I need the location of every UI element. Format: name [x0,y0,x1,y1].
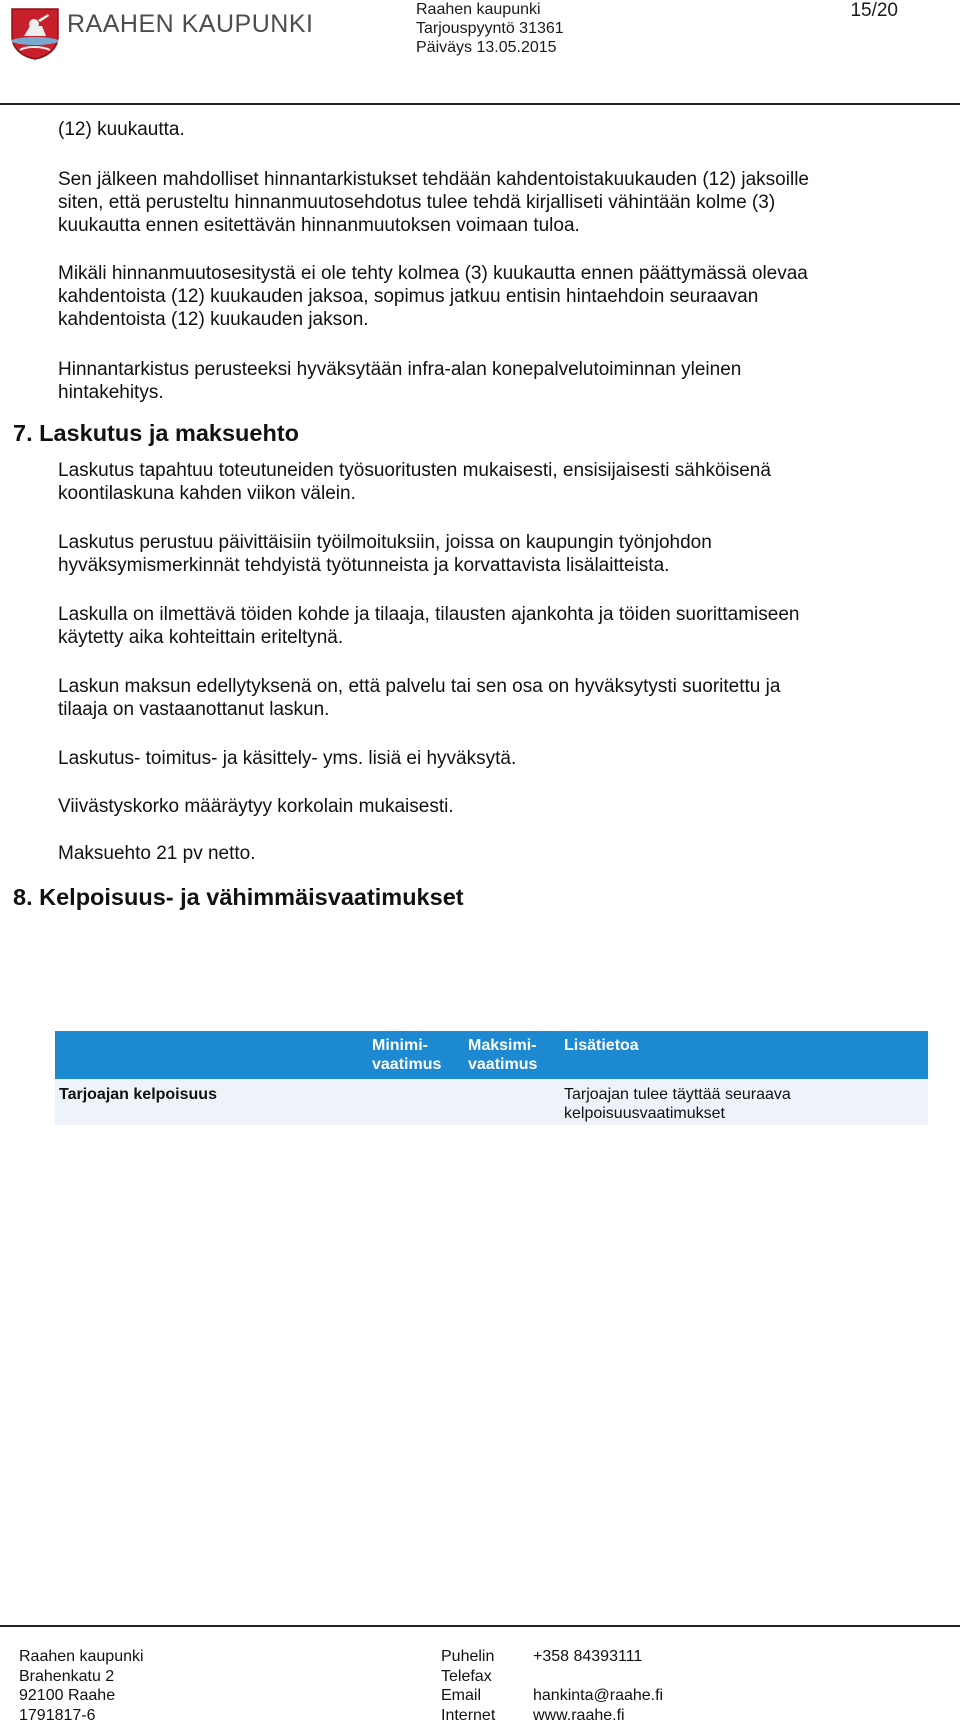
paragraph-no-proposal [58,262,928,331]
table-header-row [55,1031,928,1079]
text-line: koontilaskuna kahden viikon välein. [58,483,356,504]
text-line: tilaaja on vastaanottanut laskun. [58,699,330,720]
footer-contact-values [533,1647,663,1725]
paragraph-price-review [58,168,928,237]
footer-contact-labels [441,1647,495,1725]
text-line: Laskulla on ilmettävä töiden kohde ja tilaaja, tilausten ajankohta ja töiden suorittamiseen [58,604,800,625]
section-heading-qualifications: 8. Kelpoisuus- ja vähimmäisvaatimukset [13,884,464,910]
row-label-qualification: Tarjoajan kelpoisuus [59,1086,217,1103]
footer-web[interactable]: www.raahe.fi [533,1706,625,1724]
header-line: vaatimus [372,1056,442,1073]
info-line: kelpoisuusvaatimukset [564,1105,725,1122]
header-line: Maksimi- [468,1037,537,1054]
logo-wordmark: RAAHEN KAUPUNKI [67,10,314,38]
footer-org: Raahen kaupunki [19,1648,144,1665]
header-line: Minimi- [372,1037,428,1054]
paragraph-continuation [58,118,928,141]
header-line: vaatimus [468,1056,538,1073]
column-header-minimum [372,1036,441,1074]
text-line: käytetty aika kohteittain eriteltynä. [58,627,344,648]
meta-organization: Raahen kaupunki [416,1,541,18]
text-line: kuukautta ennen esitettävän hinnanmuutoksen voimaan tuloa. [58,215,580,236]
coat-of-arms-icon [8,6,64,60]
paragraph-no-surcharges [58,747,928,770]
footer-phone-label: Puhelin [441,1648,495,1665]
footer-email[interactable]: hankinta@raahe.fi [533,1687,664,1704]
paragraph-invoice-contents [58,603,928,649]
text-line: (12) kuukautta. [58,119,185,140]
footer-business-id: 1791817-6 [19,1706,96,1724]
text-line: kahdentoista (12) kuukauden jaksoa, sopimus jatkuu entisin hintaehdoin seuraavan [58,286,759,307]
footer-divider [0,1625,960,1627]
text-line: Laskun maksun edellytyksenä on, että palvelu tai sen osa on hyväksytysti suoritettu ja [58,676,781,697]
document-meta [416,0,564,57]
text-line: Laskutus perustuu päivittäisiin työilmoituksiin, joissa on kaupungin työnjohdon [58,532,712,553]
paragraph-invoicing [58,459,928,505]
footer-postal: 92100 Raahe [19,1687,116,1704]
text-line: hyväksymismerkinnät tehdyistä työtunneista ja korvattavista lisälaitteista. [58,555,670,576]
text-line: kahdentoista (12) kuukauden jakson. [58,309,369,330]
text-line: Hinnantarkistus perusteeksi hyväksytään infra-alan konepalvelutoiminnan yleinen [58,359,742,380]
footer-street: Brahenkatu 2 [19,1667,115,1685]
paragraph-late-interest [58,795,928,818]
footer-address [19,1647,144,1725]
section-heading-invoicing: 7. Laskutus ja maksuehto [13,420,300,446]
text-line: hintakehitys. [58,382,164,403]
info-line: Tarjoajan tulee täyttää seuraava [564,1086,791,1103]
paragraph-payment-term [58,842,928,865]
footer-web-label: Internet [441,1706,496,1724]
header-divider [0,103,960,105]
table-row [55,1079,928,1125]
meta-reference: Tarjouspyyntö 31361 [416,20,564,37]
footer-phone: +358 84393111 [533,1648,643,1665]
text-line: Maksuehto 21 pv netto. [58,843,256,864]
column-header-maximum [468,1036,537,1074]
paragraph-review-basis [58,358,928,404]
text-line: Laskutus- toimitus- ja käsittely- yms. lisiä ei hyväksytä. [58,748,517,769]
footer-fax-label: Telefax [441,1667,492,1685]
text-line: Mikäli hinnanmuutosesitystä ei ole tehty kolmea (3) kuukautta ennen päättymässä olevaa [58,263,808,284]
requirements-table [55,1031,928,1125]
column-header-info: Lisätietoa [564,1037,639,1054]
paragraph-payment-condition [58,675,928,721]
page-number: 15/20 [850,0,898,21]
meta-date: Päiväys 13.05.2015 [416,39,557,56]
row-info [564,1085,791,1123]
footer-fax [533,1667,663,1687]
text-line: Laskutus tapahtuu toteutuneiden työsuoritusten mukaisesti, ensisijaisesti sähköisenä [58,460,771,481]
text-line: siten, että perusteltu hinnanmuutosehdotus tulee tehdä kirjalliseti vähintään kolme (3) [58,192,776,213]
text-line: Viivästyskorko määräytyy korkolain mukaisesti. [58,796,454,817]
paragraph-work-reports [58,531,928,577]
text-line: Sen jälkeen mahdolliset hinnantarkistukset tehdään kahdentoistakuukauden (12) jaksoille [58,169,809,190]
footer-email-label: Email [441,1687,482,1704]
